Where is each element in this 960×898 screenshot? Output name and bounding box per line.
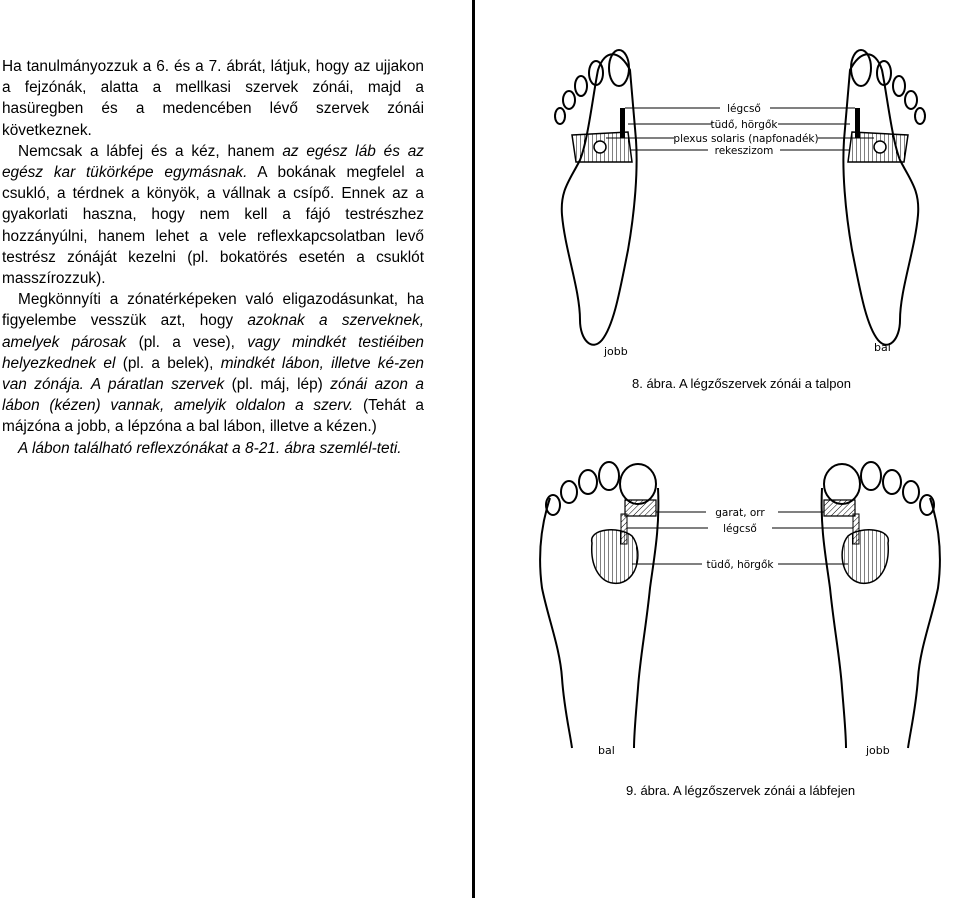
- p3-c: (pl. a vese),: [126, 333, 248, 351]
- p3-f: mindkét lábon, illetve ké-zen van zónája. A páratlan szervek: [2, 354, 424, 394]
- fig8-label-solar-plexus: plexus solaris (napfonadék): [673, 133, 819, 145]
- right-sole-outline: [843, 50, 925, 345]
- fig8-label-lungs: tüdő, hörgők: [710, 119, 778, 131]
- left-lung-zone-9: [592, 530, 638, 583]
- column-divider: [472, 0, 475, 898]
- p3-e: (pl. a belek),: [115, 354, 221, 372]
- p2-italic: az egész láb és az egész kar tükörképe egymásnak.: [2, 142, 424, 182]
- right-solar-plexus-icon: [874, 141, 886, 153]
- fig8-label-trachea: légcső: [727, 103, 761, 115]
- right-throat-nose-zone: [824, 500, 855, 516]
- figure-8: [480, 40, 960, 400]
- p3-b: azoknak a szerveknek, amelyek párosak: [2, 312, 424, 351]
- p3-g: (pl. máj, lép): [224, 376, 331, 394]
- right-lung-zone-9: [842, 530, 888, 583]
- fig9-leader-lines: [627, 512, 853, 564]
- fig8-right-side-label: bal: [874, 341, 891, 354]
- fig8-left-side-label: jobb: [604, 345, 628, 358]
- fig9-label-throat-nose: garat, orr: [715, 507, 765, 519]
- p4-italic: A lábon található reflexzónákat a 8-21. ábra szemlél-teti.: [18, 439, 402, 457]
- left-trachea-zone: [620, 108, 625, 138]
- right-trachea-zone: [855, 108, 860, 138]
- article-text: [2, 56, 424, 459]
- fig9-label-lungs: tüdő, hörgők: [706, 559, 774, 571]
- figure-9: [480, 448, 960, 803]
- paragraph-2: [2, 141, 424, 289]
- fig9-label-trachea: légcső: [723, 523, 757, 535]
- paragraph-1: Ha tanulmányozzuk a 6. és a 7. ábrát, látjuk, hogy az ujjakon a fejzónák, alatta a mellkasi szervek zónái, majd a hasüregben és a medencében lévő szervek zónái következnek.: [2, 58, 424, 139]
- p3-i: (Tehát a májzóna a jobb, a lépzóna a bal lábon, illetve a kézen.): [2, 397, 424, 436]
- fig9-right-side-label: jobb: [866, 744, 890, 757]
- paragraph-3: [2, 289, 424, 437]
- fig8-caption: 8. ábra. A légzőszervek zónái a talpon: [632, 376, 851, 391]
- left-solar-plexus-icon: [594, 141, 606, 153]
- p3-h: zónái azon a lábon (kézen) vannak, amelyik oldalon a szerv.: [2, 376, 424, 415]
- left-throat-nose-zone: [625, 500, 656, 516]
- paragraph-4: [2, 438, 424, 459]
- p3-a: Megkönnyíti a zónatérképeken való eligazodásunkat, ha figyelembe vesszük azt, hogy: [2, 291, 424, 330]
- fig9-caption: 9. ábra. A légzőszervek zónái a lábfejen: [626, 783, 856, 798]
- fig8-label-diaphragm: rekeszizom: [714, 145, 774, 157]
- left-sole-outline: [555, 50, 637, 345]
- p2-text-a: Nemcsak a lábfej és a kéz, hanem: [18, 142, 283, 160]
- p3-d: vagy mindkét testiéiben helyezkednek el: [2, 333, 424, 372]
- fig9-left-side-label: bal: [598, 744, 615, 757]
- p2-text-c: A bokának megfelel a csukló, a térdnek a könyök, a vállnak a csípő. Ennek az a gyakorlati haszna, hogy nem kell a fájó testrészhez hozzányúlni, hanem lehet a vele reflexkapcsolatban levő testrész zónáját kezelni (pl. bokatörés esetén a csuklót masszírozzuk).: [2, 164, 424, 288]
